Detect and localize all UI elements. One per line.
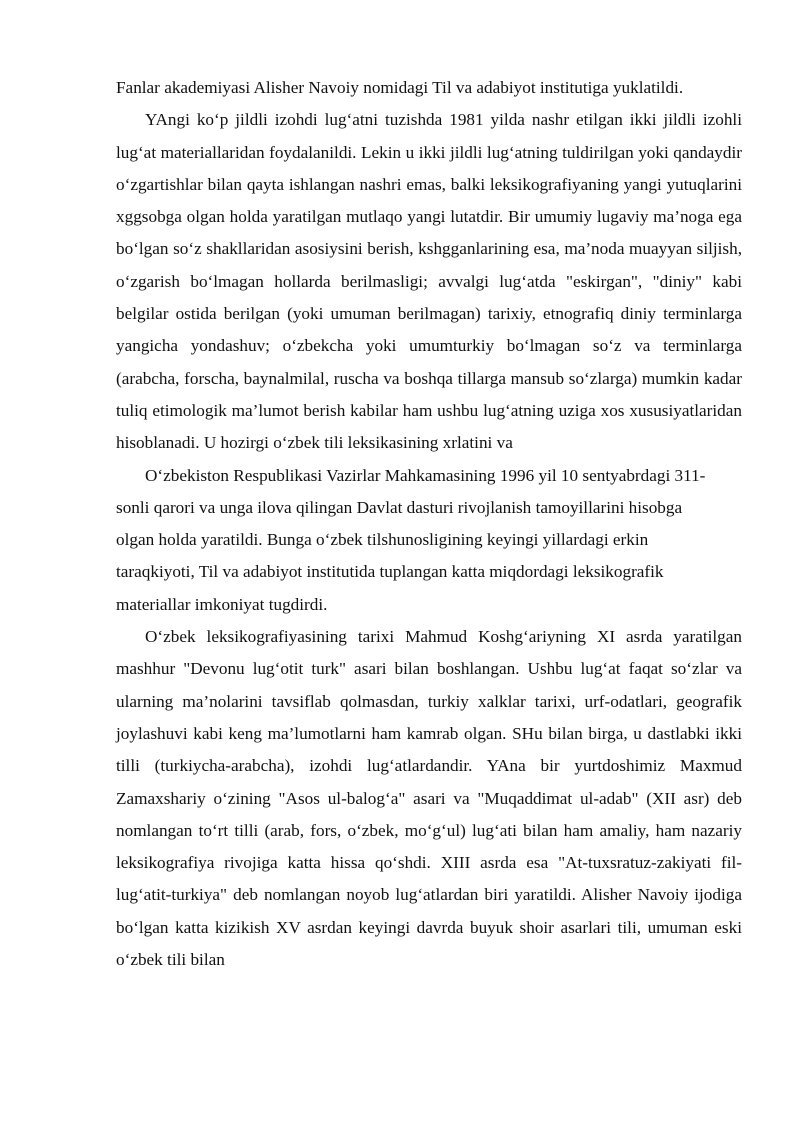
paragraph-new-dictionary: YAngi ko‘p jildli izohdi lug‘atni tuzishda 1981 yilda nashr etilgan ikki jildli izohli lug‘at materiallaridan foydalanildi. Lekin u ikki jildli lug‘atning tuldirilgan yoki qandaydir o‘zgartishlar bilan qayta ishlangan nashri emas, balki leksikografiyaning yangi yutuqlarini xggsobga olgan holda yaratilgan mutlaqo yangi lutatdir. Bir umumiy lugaviy ma’noga ega bo‘lgan so‘z shakllaridan asosiysini berish, kshgganlarining esa, ma’noda muayyan siljish, o‘zgarish bo‘lmagan hollarda berilmasligi; avvalgi lug‘atda "eskirgan", "diniy" kabi belgilar ostida berilgan (yoki umuman berilmagan) tarixiy, etnografiq diniy terminlarga yangicha yondashuv; o‘zbekcha yoki umumturkiy bo‘lmagan so‘z va terminlarga (arabcha, forscha, baynalmilal, ruscha va boshqa tillarga mansub so‘zlarga) mumkin kadar tuliq etimologik ma’lumot berish kabilar ham ushbu lug‘atning uziga xos xususiyatlaridan hisoblanadi. U hozirgi o‘zbek tili leksikasining xrlatini va bbox=[116, 110, 742, 453]
document-body bbox=[116, 72, 742, 976]
paragraph-continuation: Fanlar akademiyasi Alisher Navoiy nomidagi Til va adabiyot institutiga yuklatildi. bbox=[116, 78, 684, 97]
paragraph-lexicography-history: O‘zbek leksikografiyasining tarixi Mahmud Koshg‘ariyning XI asrda yaratilgan mashhur "Devonu lug‘otit turk" asari bilan boshlangan. Ushbu lug‘at faqat so‘zlar va ularning ma’nolarini tavsiflab qolmasdan, turkiy xalklar tarixi, urf-odatlari, geografik joylashuvi kabi keng ma’lumotlarni ham kamrab olgan. SHu bilan birga, u dastlabki ikki tilli (turkiycha-arabcha), izohdi lug‘atlardandir. YAna bir yurtdoshimiz Maxmud Zamaxshariy o‘zining "Asos ul-balog‘a" asari va "Muqaddimat ul-adab" (XII asr) deb nomlangan to‘rt tilli (arab, fors, o‘zbek, mo‘g‘ul) lug‘ati bilan ham amaliy, ham nazariy leksikografiya rivojiga katta hissa qo‘shdi. XIII asrda esa "At-tuxsratuz-zakiyati fil-lug‘atit-turkiya" deb nomlangan noyob lug‘atlardan biri yaratildi. Alisher Navoiy ijodiga bo‘lgan katta kizikish XV asrdan keyingi davrda buyuk shoir asarlari tili, umuman eski o‘zbek tili bilan bbox=[116, 627, 742, 970]
paragraph-government-decree: O‘zbekiston Respublikasi Vazirlar Mahkamasining 1996 yil 10 sentyabrdagi 311-sonli qarori va unga ilova qilingan Davlat dasturi rivojlanish tamoyillarini hisobga olgan holda yaratildi. Bunga o‘zbek tilshunosligining keyingi yillardagi erkin taraqkiyoti, Til va adabiyot institutida tuplangan katta miqdordagi leksikografik materiallar imkoniyat tugdirdi. bbox=[116, 465, 706, 614]
